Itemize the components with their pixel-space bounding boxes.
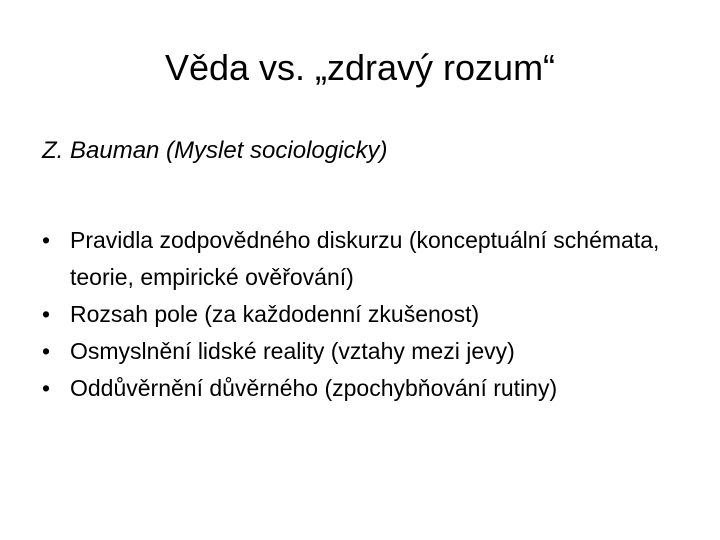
bullet-item xyxy=(42,296,692,333)
bullet-icon: • xyxy=(42,301,51,327)
bullet-icon: • xyxy=(42,338,51,364)
bullet-item xyxy=(42,370,692,407)
slide-title: Věda vs. „zdravý rozum“ xyxy=(164,47,556,88)
bullet-text: Osmyslnění lidské reality (vztahy mezi jevy) xyxy=(70,338,515,364)
slide-subtitle: Z. Bauman (Myslet sociologicky) xyxy=(42,137,388,164)
bullet-text: Oddůvěrnění důvěrného (zpochybňování rutiny) xyxy=(70,375,558,401)
bullet-icon: • xyxy=(42,227,51,253)
bullet-item xyxy=(42,333,692,370)
bullet-text: Rozsah pole (za každodenní zkušenost) xyxy=(70,301,480,327)
bullet-list xyxy=(42,222,692,407)
bullet-item xyxy=(42,222,692,296)
bullet-icon: • xyxy=(42,375,51,401)
bullet-text: Pravidla zodpovědného diskurzu (konceptuální schémata, teorie, empirické ověřování) xyxy=(70,227,660,290)
